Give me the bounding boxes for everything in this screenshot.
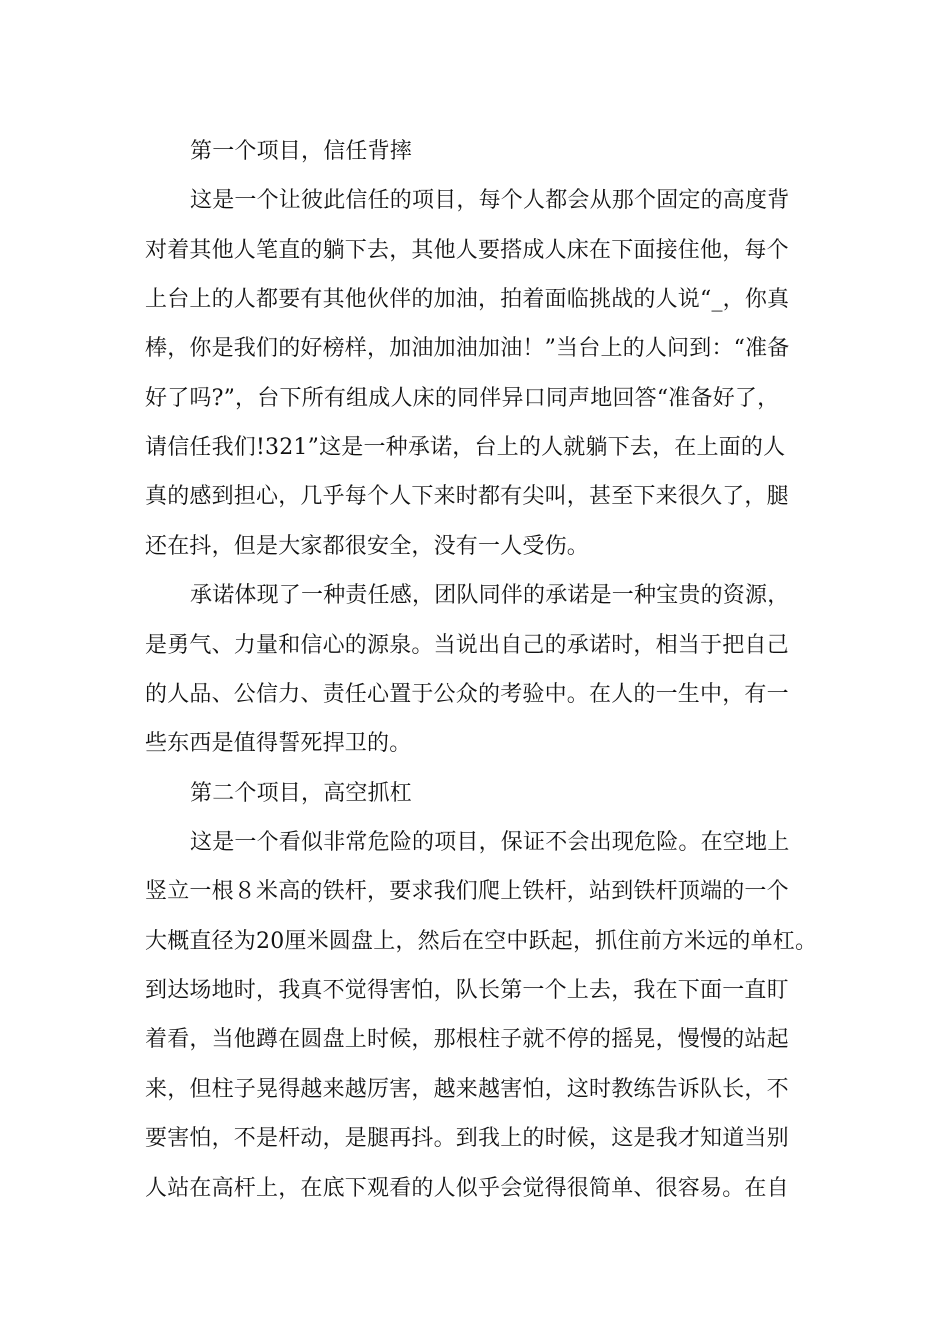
paragraph-line: 这是一个让彼此信任的项目，每个人都会从那个固定的高度背 [190, 188, 790, 213]
paragraph-line: 承诺体现了一种责任感，团队同伴的承诺是一种宝贵的资源， [190, 583, 790, 608]
paragraph-line: 的人品、公信力、责任心置于公众的考验中。在人的一生中，有一 [145, 682, 789, 707]
paragraph-line: 是勇气、力量和信心的源泉。当说出自己的承诺时，相当于把自己 [145, 633, 789, 658]
paragraph-line: 到达场地时，我真不觉得害怕，队长第一个上去，我在下面一直盯 [145, 978, 789, 1003]
paragraph-line: 着看，当他蹲在圆盘上时候，那根柱子就不停的摇晃，慢慢的站起 [145, 1027, 789, 1052]
paragraph-line: 些东西是值得誓死捍卫的。 [145, 731, 412, 756]
paragraph-line: 还在抖，但是大家都很安全，没有一人受伤。 [145, 534, 590, 559]
paragraph-line: 上台上的人都要有其他伙伴的加油，拍着面临挑战的人说“_，你真 [145, 287, 790, 312]
paragraph-line: 请信任我们!321”这是一种承诺，台上的人就躺下去，在上面的人 [145, 435, 786, 460]
paragraph-line: 这是一个看似非常危险的项目，保证不会出现危险。在空地上 [190, 830, 790, 855]
paragraph-line: 棒，你是我们的好榜样，加油加油加油！”当台上的人问到：“准备 [145, 336, 790, 361]
section-heading-trust-fall: 第一个项目，信任背摔 [190, 139, 413, 164]
paragraph-line: 大概直径为20厘米圆盘上，然后在空中跃起，抓住前方米远的单杠。 [145, 929, 818, 954]
paragraph-line: 真的感到担心，几乎每个人下来时都有尖叫，甚至下来很久了，腿 [145, 484, 789, 509]
paragraph-line: 好了吗?”，台下所有组成人床的同伴异口同声地回答“准备好了， [145, 386, 780, 411]
paragraph-line: 竖立一根８米高的铁杆，要求我们爬上铁杆，站到铁杆顶端的一个 [145, 879, 789, 904]
paragraph-line: 人站在高杆上，在底下观看的人似乎会觉得很简单、很容易。在自 [145, 1176, 789, 1201]
section-heading-high-bar: 第二个项目，高空抓杠 [190, 781, 413, 806]
paragraph-line: 要害怕，不是杆动，是腿再抖。到我上的时候，这是我才知道当别 [145, 1126, 789, 1151]
paragraph-line: 对着其他人笔直的躺下去，其他人要搭成人床在下面接住他，每个 [145, 238, 789, 263]
paragraph-line: 来，但柱子晃得越来越厉害，越来越害怕，这时教练告诉队长，不 [145, 1077, 789, 1102]
